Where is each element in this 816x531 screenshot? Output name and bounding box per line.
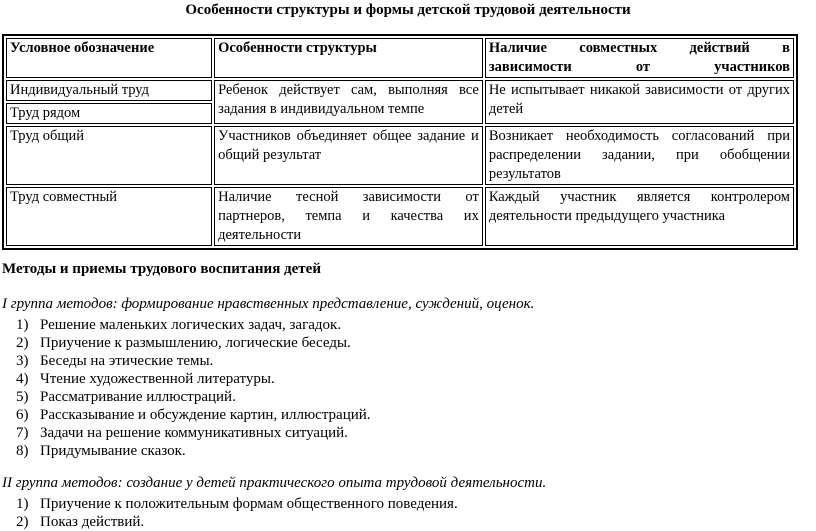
cell-individual-labor: Индивидуальный труд xyxy=(6,80,212,101)
list-item: 7) Задачи на решение коммуникативных ситуаций. xyxy=(16,425,348,441)
header-cell: Наличие совместных действий в зависимости от участников xyxy=(485,38,794,78)
group2-list xyxy=(12,495,458,531)
list-item: 1) Решение маленьких логических задач, загадок. xyxy=(16,317,342,333)
table-cell: Возникает необходимость согласований при распределении задании, при обобщении результатов xyxy=(485,126,794,185)
group2-title: II группа методов: создание у детей практического опыта трудовой деятельности. xyxy=(2,475,547,491)
table-cell: Каждый участник является контролером деятельности предыдущего участника xyxy=(485,187,794,246)
list-item: 4) Чтение художественной литературы. xyxy=(16,371,275,387)
group1-list xyxy=(12,316,371,460)
table-cell: Наличие тесной зависимости от партнеров, темпа и качества их деятельности xyxy=(214,187,483,246)
table-cell xyxy=(6,80,212,124)
cell-labor-nearby: Труд рядом xyxy=(6,103,212,124)
list-item: 2) Показ действий. xyxy=(16,514,145,530)
header-cell: Особенности структуры xyxy=(214,38,483,78)
table-cell: Ребенок действует сам, выполняя все задания в индивидуальном темпе xyxy=(214,80,483,124)
list-item: 5) Рассматривание иллюстраций. xyxy=(16,389,236,405)
table-cell: Не испытывает никакой зависимости от других детей xyxy=(485,80,794,124)
list-item: 3) Беседы на этические темы. xyxy=(16,353,214,369)
table-row xyxy=(6,80,794,124)
table-header-row xyxy=(6,38,794,78)
table-row xyxy=(6,126,794,185)
list-item: 6) Рассказывание и обсуждение картин, иллюстраций. xyxy=(16,407,371,423)
document-title: Особенности структуры и формы детской трудовой деятельности xyxy=(185,2,631,18)
structure-table xyxy=(2,34,798,250)
table-cell: Труд общий xyxy=(6,126,212,185)
table-cell: Участников объединяет общее задание и общий результат xyxy=(214,126,483,185)
table-cell: Труд совместный xyxy=(6,187,212,246)
header-cell: Условное обозначение xyxy=(6,38,212,78)
group1-title: I группа методов: формирование нравственных представление, суждений, оценок. xyxy=(2,296,535,312)
table-row xyxy=(6,187,794,246)
section-title: Методы и приемы трудового воспитания детей xyxy=(2,261,321,277)
list-item: 8) Придумывание сказок. xyxy=(16,443,186,459)
list-item: 1) Приучение к положительным формам общественного поведения. xyxy=(16,496,458,512)
list-item: 2) Приучение к размышлению, логические беседы. xyxy=(16,335,351,351)
